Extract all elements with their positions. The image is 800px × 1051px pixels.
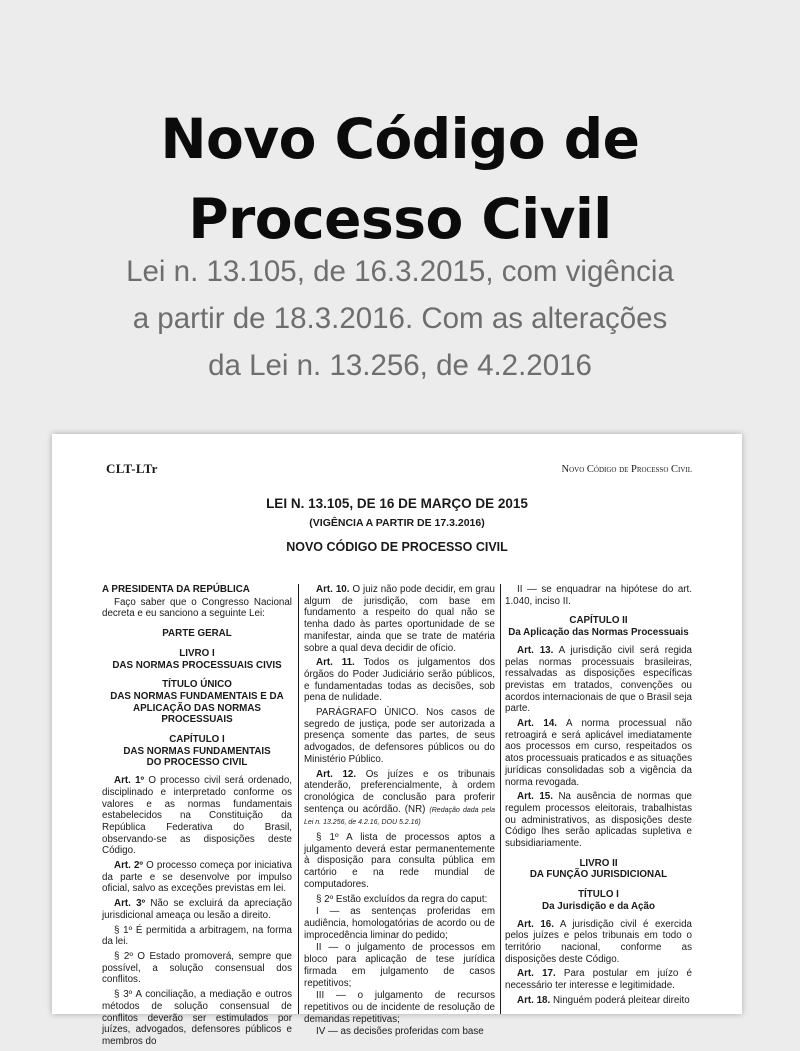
column-divider <box>298 584 299 1014</box>
article-text: Para postular em juízo é necessário ter interesse e legitimidade. <box>505 968 692 992</box>
titulo-heading: TÍTULO ÚNICO <box>162 679 232 691</box>
article-number: Art. 17. <box>517 968 556 980</box>
article-number: Art. 15. <box>517 791 553 803</box>
article-text: O processo começa por iniciativa da parte e se desenvolve por impulso oficial, salvo as exceções previstas em lei. <box>102 860 292 895</box>
paragraph: § 2º Estão excluídos da regra do caput: <box>316 893 488 905</box>
article-number: Art. 10. <box>316 584 350 595</box>
article-number: Art. 18. <box>517 994 551 1006</box>
validity-note: (VIGÊNCIA A PARTIR DE 17.3.2016) <box>309 517 485 529</box>
article <box>304 769 495 830</box>
list-item: IV — as decisões proferidas com base <box>316 1026 484 1038</box>
capitulo-title: DAS NORMAS FUNDAMENTAIS <box>123 745 271 757</box>
titulo-title: DAS NORMAS FUNDAMENTAIS E DA <box>110 690 284 702</box>
title-line: Processo Civil <box>188 186 612 251</box>
document-page-preview <box>52 434 742 1047</box>
running-header: Novo Código de Processo Civil <box>561 464 692 475</box>
titulo-title: Da Jurisdição e da Ação <box>542 900 655 912</box>
article-text: Os juízes e os tribunais atenderão, preferencialmente, à ordem cronológica de conclusão para proferir sentença ou acórdão. (NR) <box>304 768 495 815</box>
article <box>505 968 692 991</box>
article-text: A jurisdição civil é exercida pelos juízes e pelos tribunais em todo o território nacional, conforme as disposições deste Código. <box>505 918 692 965</box>
article <box>505 645 692 715</box>
article-text: A norma processual não retroagirá e será aplicável imediatamente aos processos em curso, respeitados os atos processuais praticados e as situações jurídicas consolidadas sob a vigência da norma revogada. <box>505 718 692 788</box>
article <box>304 584 495 654</box>
list-item: I — as sentenças proferidas em audiência, homologatórias de acordo ou de improcedência liminar do pedido; <box>304 906 495 941</box>
title-line: Novo Código de <box>160 106 640 171</box>
column-divider <box>500 584 501 1014</box>
list-item: II — o julgamento de processos em bloco para aplicação de tese jurídica firmada em julgamento de casos repetitivos; <box>304 942 495 989</box>
titulo-title: APLICAÇÃO DAS NORMAS PROCESSUAIS <box>133 702 261 726</box>
article <box>505 919 692 966</box>
code-title: NOVO CÓDIGO DE PROCESSO CIVIL <box>286 540 508 554</box>
livro-title: DA FUNÇÃO JURISDICIONAL <box>529 869 668 881</box>
article-text: Na ausência de normas que regulem processos eleitorais, trabalhistas ou administrativos, as disposições deste Código lhes serão aplicadas supletiva e subsidiariamente. <box>505 791 692 850</box>
article <box>304 657 495 704</box>
article-number: Art. 16. <box>517 918 554 930</box>
capitulo-heading: CAPÍTULO II <box>569 615 628 627</box>
article <box>505 791 692 850</box>
paragraph: § 2º O Estado promoverá, sempre que possível, a solução consensual dos conflitos. <box>102 950 292 986</box>
subtitle-line: da Lei n. 13.256, de 4.2.2016 <box>208 349 592 382</box>
preamble: Faço saber que o Congresso Nacional decreta e eu sanciono a seguinte Lei: <box>102 596 292 620</box>
titulo-heading: TÍTULO I <box>578 889 619 901</box>
president-heading: A PRESIDENTA DA REPÚBLICA <box>102 584 250 595</box>
capitulo-title: Da Aplicação das Normas Processuais <box>508 627 689 639</box>
article-number: Art. 11. <box>316 657 355 669</box>
paragraph: § 1º É permitida a arbitragem, na forma da lei. <box>102 924 292 948</box>
livro-heading: LIVRO II <box>579 857 618 869</box>
capitulo-heading: CAPÍTULO I <box>169 734 225 746</box>
parte-heading: PARTE GERAL <box>162 628 232 640</box>
paragraph: PARÁGRAFO ÚNICO. Nos casos de segredo de justiça, pode ser autorizada a presença somente das partes, de seus advogados, de defensores públicos ou do Ministério Público. <box>304 707 495 765</box>
article <box>505 995 692 1007</box>
article-number: Art. 2º <box>114 860 144 872</box>
paragraph: § 1º A lista de processos aptos a julgamento deverá estar permanentemente à disposição para consulta pública em cartório e na rede mundial de computadores. <box>304 832 495 890</box>
article-text: Todos os julgamentos dos órgãos do Poder Judiciário serão públicos, e fundamentadas todas as decisões, sob pena de nulidade. <box>304 657 496 704</box>
list-item: III — o julgamento de recursos repetitivos ou de incidente de resolução de demandas repetitivas; <box>304 990 495 1025</box>
article-number: Art. 13. <box>517 644 554 656</box>
article-text: Não se excluirá da apreciação jurisdicional ameaça ou lesão a direito. <box>102 898 292 921</box>
publisher-logo: CLT-LTr <box>106 461 158 476</box>
article-text: Ninguém poderá pleitear direito <box>552 994 690 1006</box>
page-subtitle <box>40 248 760 389</box>
article <box>505 718 692 788</box>
article-number: Art. 14. <box>517 718 558 730</box>
article-number: Art. 12. <box>316 768 357 780</box>
article-text: O processo civil será ordenado, disciplinado e interpretado conforme os valores e as normas fundamentais estabelecidos na Constituição da República Federativa do Brasil, observando-se as disposições deste Código. <box>102 775 292 857</box>
amendment-note: (Redação dada pela Lei n. 13.256, de 4.2.16, DOU 5.2.16) <box>304 806 495 827</box>
text-column-3 <box>505 584 692 1010</box>
livro-title: DAS NORMAS PROCESSUAIS CIVIS <box>112 659 282 671</box>
page-title <box>0 99 800 259</box>
subtitle-line: a partir de 18.3.2016. Com as alterações <box>132 302 668 335</box>
paragraph: § 3º A conciliação, a mediação e outros métodos de solução consensual de conflitos deverão ser estimulados por juízes, advogados, defensores públicos e membros do <box>102 989 292 1047</box>
article <box>102 898 292 921</box>
livro-heading: LIVRO I <box>179 647 215 659</box>
list-item: II — se enquadrar na hipótese do art. 1.040, inciso II. <box>505 584 692 607</box>
law-title: LEI N. 13.105, DE 16 DE MARÇO DE 2015 <box>266 496 528 511</box>
text-column-1 <box>102 584 292 1051</box>
capitulo-title: DO PROCESSO CIVIL <box>146 757 248 769</box>
article <box>102 860 292 895</box>
article <box>102 775 292 857</box>
article-text: A jurisdição civil será regida pelas normas processuais brasileiras, ressalvadas as disposições específicas previstas em tratados, convenções ou acordos internacionais de que o Brasil seja parte. <box>505 644 693 715</box>
article-number: Art. 3º <box>114 898 146 910</box>
article-number: Art. 1º <box>114 775 145 787</box>
subtitle-line: Lei n. 13.105, de 16.3.2015, com vigência <box>126 255 674 288</box>
text-column-2 <box>304 584 495 1039</box>
article-text: O juiz não pode decidir, em grau algum de jurisdição, com base em fundamento a respeito do qual não se tenha dado às partes oportunidade de se manifestar, ainda que se trate de matéria sobre a qual deva decidir de ofício. <box>304 584 495 654</box>
